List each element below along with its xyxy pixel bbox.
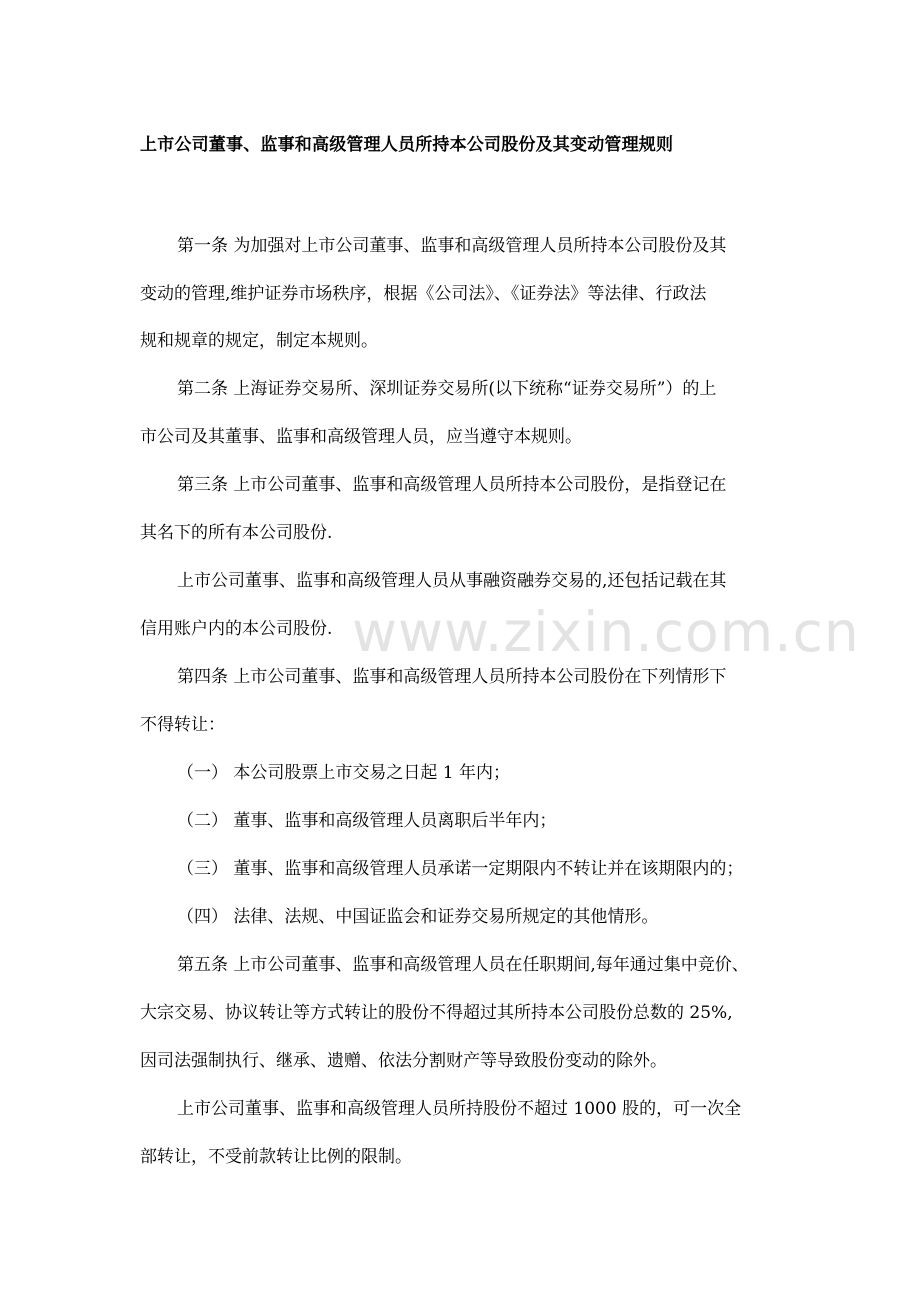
paragraph-line: 上市公司董事、监事和高级管理人员从事融资融券交易的,还包括记载在其 bbox=[177, 571, 727, 591]
list-item: （二） 董事、监事和高级管理人员离职后半年内； bbox=[177, 811, 557, 831]
paragraph-line: 市公司及其董事、监事和高级管理人员，应当遵守本规则。 bbox=[140, 427, 582, 447]
paragraph-line: 上市公司董事、监事和高级管理人员所持股份不超过 1000 股的，可一次全 bbox=[177, 1099, 742, 1119]
paragraph-line: 第四条 上市公司董事、监事和高级管理人员所持本公司股份在下列情形下 bbox=[177, 667, 727, 687]
watermark-text: www.zixin.com.cn bbox=[352, 600, 860, 664]
paragraph-line: 大宗交易、协议转让等方式转让的股份不得超过其所持本公司股份总数的 25%, bbox=[140, 1003, 733, 1023]
paragraph-line: 变动的管理,维护证券市场秩序，根据《公司法》、《证券法》等法律、行政法 bbox=[140, 284, 707, 304]
paragraph-line: 信用账户内的本公司股份. bbox=[140, 619, 333, 639]
paragraph-line: 第五条 上市公司董事、监事和高级管理人员在任职期间,每年通过集中竞价、 bbox=[177, 955, 749, 975]
paragraph-line: 规和规章的规定，制定本规则。 bbox=[140, 331, 378, 351]
paragraph-line: 第一条 为加强对上市公司董事、监事和高级管理人员所持本公司股份及其 bbox=[177, 236, 727, 256]
paragraph-line: 因司法强制执行、继承、遗赠、依法分割财产等导致股份变动的除外。 bbox=[140, 1051, 667, 1071]
paragraph-line: 其名下的所有本公司股份. bbox=[140, 523, 333, 543]
paragraph-line: 第三条 上市公司董事、监事和高级管理人员所持本公司股份，是指登记在 bbox=[177, 475, 727, 495]
list-item: （三） 董事、监事和高级管理人员承诺一定期限内不转让并在该期限内的； bbox=[177, 859, 744, 879]
paragraph-line: 不得转让： bbox=[140, 715, 225, 735]
paragraph-line: 第二条 上海证券交易所、深圳证券交易所(以下统称“证券交易所”）的上 bbox=[177, 379, 717, 399]
paragraph-line: 部转让，不受前款转让比例的限制。 bbox=[140, 1147, 412, 1167]
document-title: 上市公司董事、监事和高级管理人员所持本公司股份及其变动管理规则 bbox=[140, 135, 674, 155]
list-item: （一） 本公司股票上市交易之日起 1 年内； bbox=[177, 763, 511, 783]
list-item: （四） 法律、法规、中国证监会和证券交易所规定的其他情形。 bbox=[177, 907, 659, 927]
